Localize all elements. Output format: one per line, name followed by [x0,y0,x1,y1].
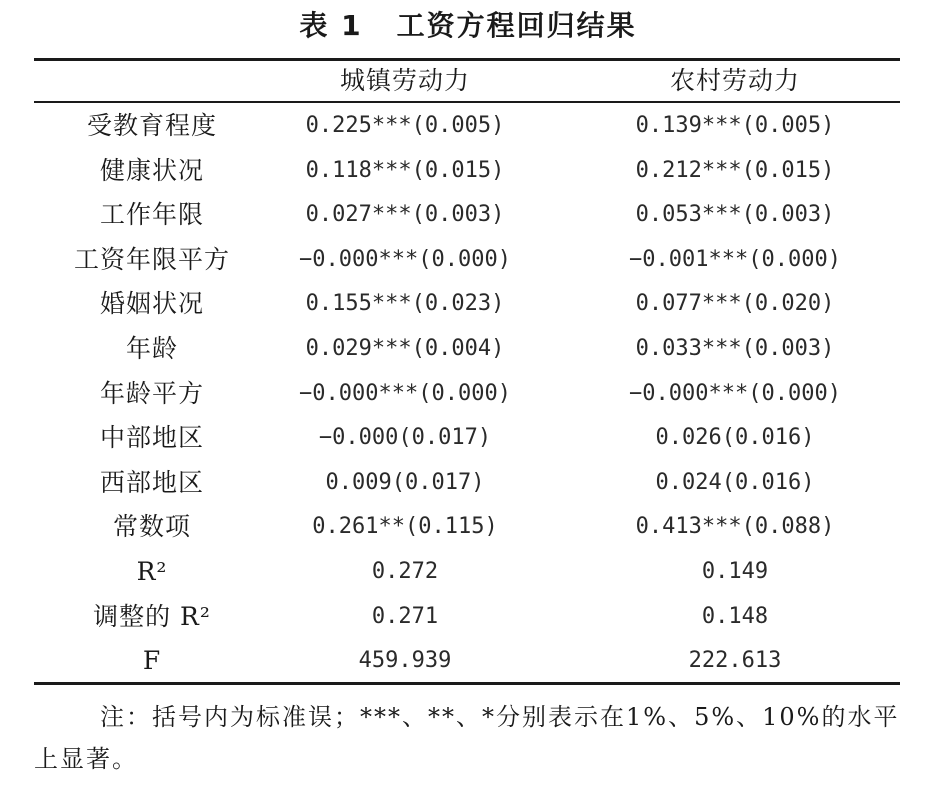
row-label: 年龄 [125,333,178,363]
row-label: 工资年限平方 [73,244,230,274]
urban-value: 0.027***(0.003) [305,202,505,228]
urban-value: 0.261**(0.115) [312,514,498,540]
urban-value: 0.272 [371,558,439,584]
rural-value: 222.613 [688,648,782,674]
urban-value: 0.225***(0.005) [305,113,505,138]
header-rule [34,101,900,103]
table-row [34,416,900,461]
rural-value: 0.026(0.016) [655,425,815,451]
bottom-rule [34,682,900,685]
table-note: 注：括号内为标准误；***、**、*分别表示在1%、5%、10%的水平上显著。 [34,703,900,773]
table-row [34,461,900,506]
row-label: 调整的 R² [93,601,211,631]
rural-value: 0.053***(0.003) [635,202,835,228]
table-row [34,639,900,684]
table-row [34,104,900,149]
table-row [34,238,900,283]
row-label: 年龄平方 [99,378,204,408]
table-caption: 工资方程回归结果 [396,9,637,42]
urban-value: −0.000(0.017) [318,425,492,451]
table-row [34,149,900,194]
urban-value: 0.009(0.017) [325,469,485,495]
rural-value: 0.024(0.016) [655,469,815,495]
rural-value: 0.139***(0.005) [635,113,835,138]
column-header-urban: 城镇劳动力 [339,66,470,95]
rural-value: 0.077***(0.020) [635,291,835,317]
row-label: 中部地区 [99,423,204,453]
rural-value: 0.212***(0.015) [635,157,835,183]
column-header-rural: 农村劳动力 [669,66,800,95]
table-row [34,282,900,327]
top-rule [34,58,900,61]
urban-value: 0.029***(0.004) [305,335,505,361]
urban-value: 0.155***(0.023) [305,291,505,317]
row-label: 西部地区 [99,467,204,497]
urban-value: 459.939 [358,648,452,674]
urban-value: 0.118***(0.015) [305,157,505,183]
urban-value: −0.000***(0.000) [299,380,511,406]
table-number: 表 1 [299,9,363,42]
table-row [34,505,900,550]
row-label: F [142,646,162,676]
row-label: 工作年限 [99,200,204,230]
row-label: 婚姻状况 [99,289,204,319]
rural-value: 0.148 [701,603,769,629]
row-label: R² [136,556,168,586]
row-label: 受教育程度 [86,111,217,140]
rural-value: 0.033***(0.003) [635,335,835,361]
row-label: 健康状况 [99,155,204,185]
table-row [34,595,900,640]
table-row [34,327,900,372]
table-row [34,550,900,595]
table-title [0,6,936,46]
table-row [34,372,900,417]
table-body [34,104,900,684]
urban-value: −0.000***(0.000) [299,246,511,272]
rural-value: −0.001***(0.000) [629,246,841,272]
urban-value: 0.271 [371,603,439,629]
rural-value: 0.413***(0.088) [635,514,835,540]
table-row [34,193,900,238]
rural-value: −0.000***(0.000) [629,380,841,406]
rural-value: 0.149 [701,558,769,584]
row-label: 常数项 [112,512,191,542]
